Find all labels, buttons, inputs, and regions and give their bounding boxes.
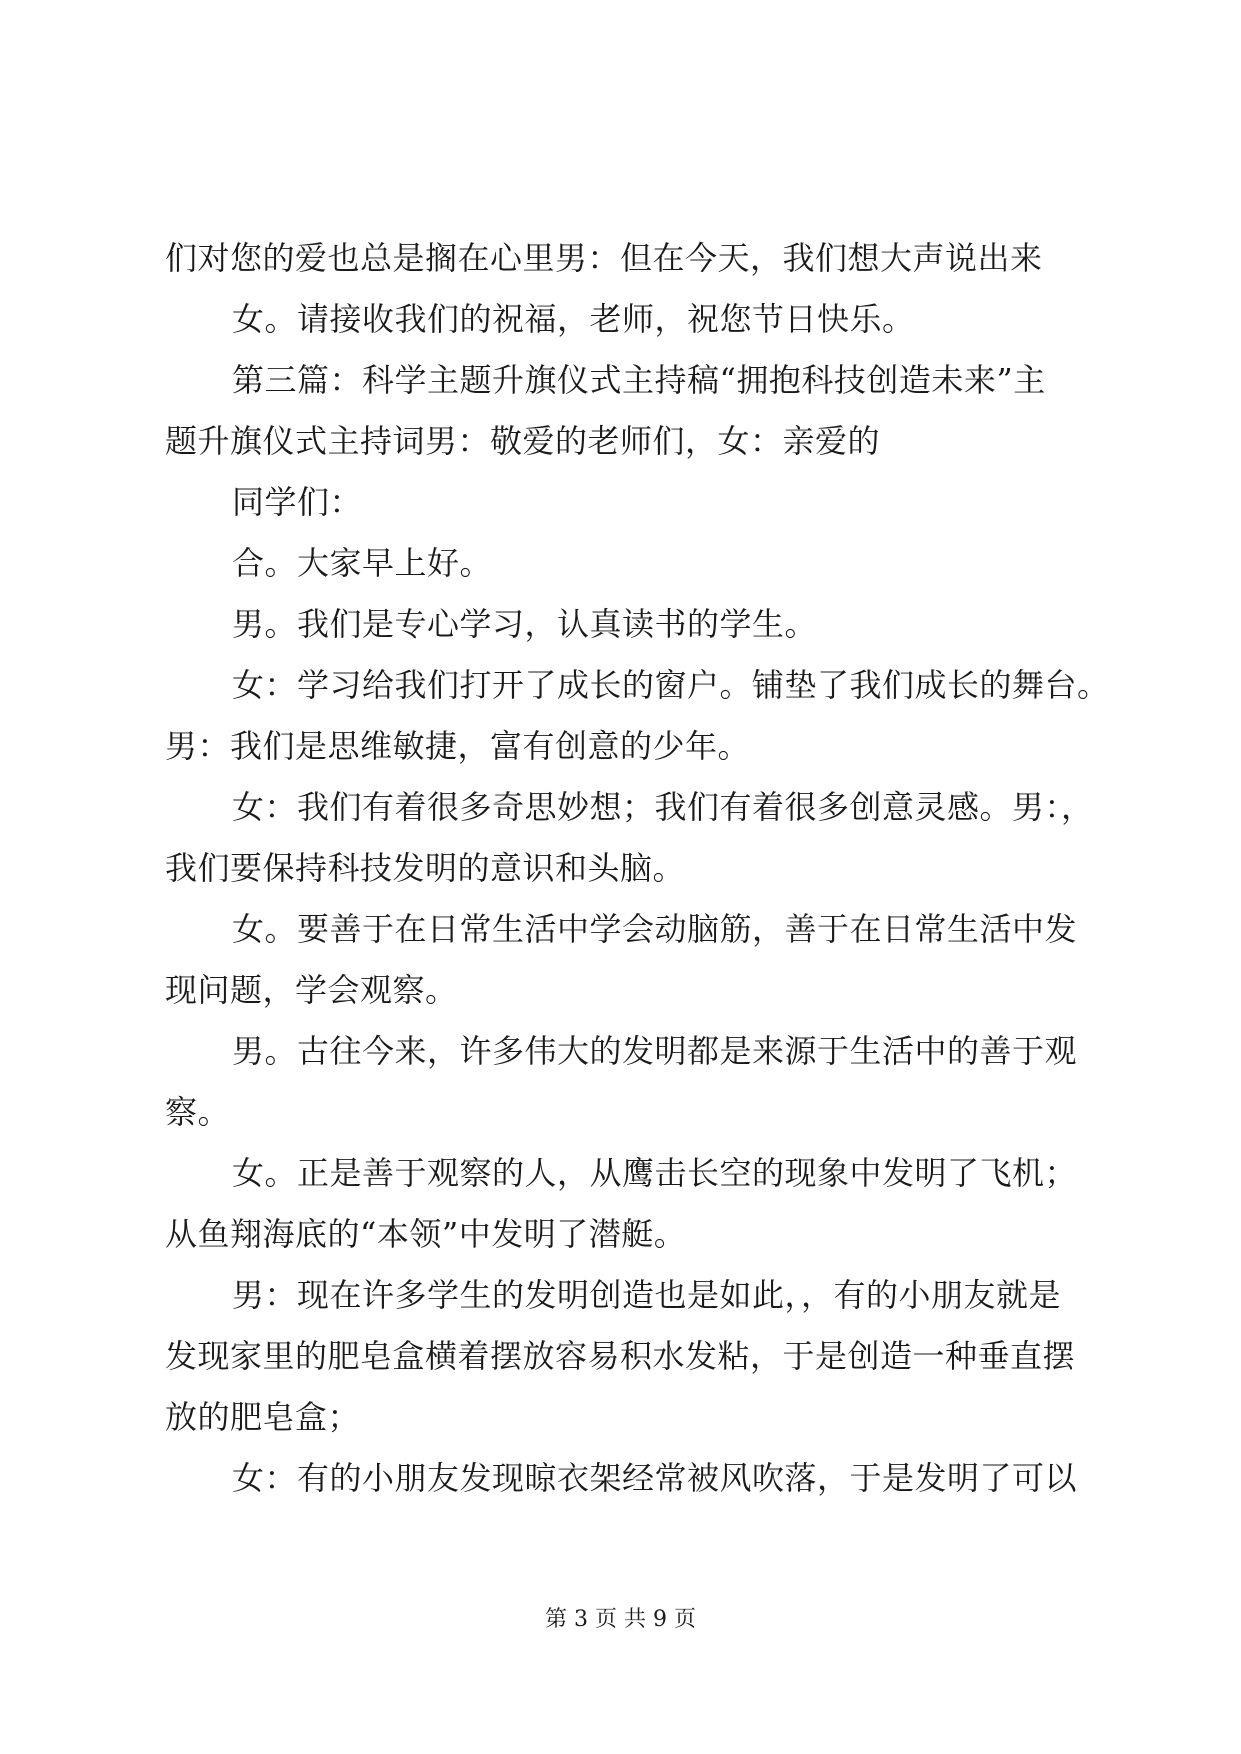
text-line: 男：我们是思维敏捷，富有创意的少年。 — [165, 727, 751, 765]
text-line: 女：有的小朋友发现晾衣架经常被风吹落，于是发明了可以 — [232, 1459, 1078, 1497]
text-line: 题升旗仪式主持词男：敬爱的老师们，女：亲爱的 — [165, 422, 881, 460]
document-body — [165, 228, 1110, 1509]
text-line: 察。 — [165, 1093, 231, 1131]
text-line: 从鱼翔海底的“本领”中发明了潜艇。 — [165, 1215, 687, 1253]
text-line: 女。请接收我们的祝福，老师，祝您节日快乐。 — [232, 300, 915, 338]
text-line: 女。正是善于观察的人，从鹰击长空的现象中发明了飞机； — [232, 1154, 1078, 1192]
text-line: 女：我们有着很多奇思妙想；我们有着很多创意灵感。男：， — [232, 788, 1094, 826]
text-line: 女：学习给我们打开了成长的窗户。铺垫了我们成长的舞台。 — [232, 666, 1110, 704]
text-line: 合。大家早上好。 — [232, 544, 493, 582]
text-line: 们对您的爱也总是搁在心里男：但在今天，我们想大声说出来 — [165, 239, 1043, 277]
text-line: 第三篇：科学主题升旗仪式主持稿“拥抱科技创造未来”主 — [232, 361, 1046, 399]
text-line: 男：现在许多学生的发明创造也是如此，，有的小朋友就是 — [232, 1276, 1062, 1314]
text-line: 现问题，学会观察。 — [165, 971, 458, 1009]
text-line: 女。要善于在日常生活中学会动脑筋，善于在日常生活中发 — [232, 910, 1078, 948]
text-line: 同学们： — [232, 483, 363, 521]
text-line: 放的肥皂盒； — [165, 1398, 361, 1436]
text-line: 发现家里的肥皂盒横着摆放容易积水发粘，于是创造一种垂直摆 — [165, 1337, 1076, 1375]
text-line: 男。古往今来，许多伟大的发明都是来源于生活中的善于观 — [232, 1032, 1078, 1070]
text-line: 男。我们是专心学习，认真读书的学生。 — [232, 605, 818, 643]
text-line: 我们要保持科技发明的意识和头脑。 — [165, 849, 686, 887]
page-number-footer: 第 3 页 共 9 页 — [545, 1607, 696, 1632]
